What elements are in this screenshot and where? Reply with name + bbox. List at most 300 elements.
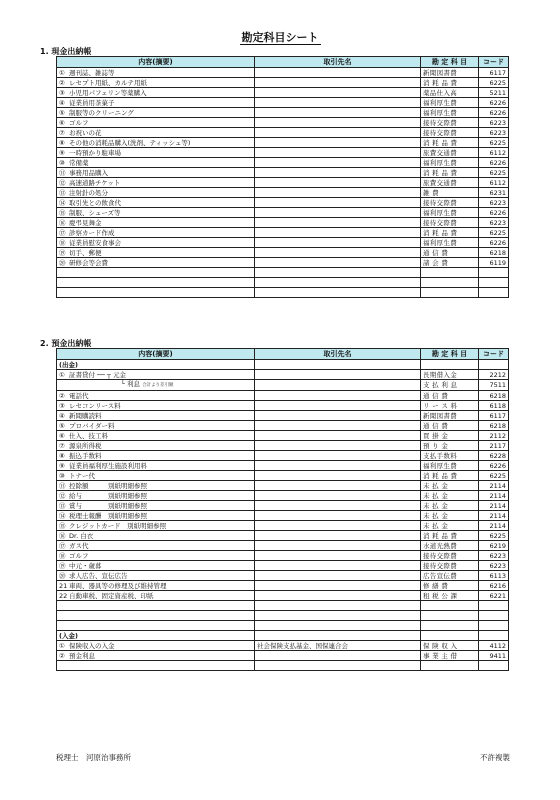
cell-content (57, 138, 255, 148)
cell-empty (57, 601, 255, 611)
row-content-text: Dr. 白衣 (69, 531, 94, 540)
cell-account: 支 払 利 息 (421, 380, 479, 391)
cell-empty (479, 611, 509, 621)
cell-account: 薬品仕入高 (421, 88, 479, 98)
row-number: ⑫ (59, 491, 66, 500)
cell-empty (421, 288, 479, 298)
row-content-text: 常備薬 (69, 158, 89, 167)
table-row (57, 248, 509, 258)
row-number: ⑮ (59, 208, 66, 217)
cell-empty (479, 621, 509, 631)
table-row (57, 198, 509, 208)
row-content-text: 一時預かり駐車場 (69, 148, 121, 157)
cell-content (57, 248, 255, 258)
cell-content (57, 391, 255, 401)
cell-account: 預 り 金 (421, 441, 479, 451)
row-content-text: 税理士報酬 別紙明細参照 (69, 511, 147, 520)
header-client: 取引先名 (255, 349, 421, 360)
table-row (57, 108, 509, 118)
cell-code: 6216 (479, 581, 509, 591)
header-content: 内容(摘要) (57, 57, 255, 68)
cell-code: 2114 (479, 481, 509, 491)
cell-client (255, 148, 421, 158)
row-number: ⑲ (59, 561, 66, 570)
cell-client (255, 218, 421, 228)
row-number: ⑥ (59, 118, 65, 127)
row-content-text: レセコンリース料 (69, 401, 121, 410)
table-row (57, 148, 509, 158)
blank-row (57, 611, 509, 621)
cell-code: 6226 (479, 98, 509, 108)
table-row (57, 380, 509, 391)
row-content-text: 従業員慰安食事会 (69, 238, 121, 247)
row-number: ③ (59, 88, 65, 97)
cell-empty (255, 360, 421, 370)
table-row (57, 370, 509, 380)
tree-connector: ── ┬ (95, 370, 113, 379)
table-row (57, 68, 509, 78)
cell-account: 新聞図書費 (421, 411, 479, 421)
cell-code: 6218 (479, 421, 509, 431)
table-row (57, 158, 509, 168)
row-number: ⑳ (59, 571, 66, 580)
table-row (57, 168, 509, 178)
cell-client (255, 380, 421, 391)
row-number: ④ (59, 411, 65, 420)
cell-code: 6228 (479, 451, 509, 461)
cell-empty (57, 288, 255, 298)
cell-content (57, 158, 255, 168)
tree-connector: └ (121, 380, 127, 388)
row-content-text: 週刊誌、雑誌等 (69, 68, 115, 77)
cell-empty (421, 601, 479, 611)
cell-empty (255, 278, 421, 288)
blank-row (57, 621, 509, 631)
cell-code: 2114 (479, 491, 509, 501)
cell-code: 6226 (479, 108, 509, 118)
row-number: ⑨ (59, 148, 65, 157)
row-content-text: 賞与 別紙明細参照 (69, 501, 147, 510)
table-row (57, 451, 509, 461)
cell-client (255, 138, 421, 148)
cell-content (57, 481, 255, 491)
cell-code: 2212 (479, 370, 509, 380)
bank-ledger-table (56, 348, 509, 671)
header-account: 勘 定 科 目 (421, 349, 479, 360)
table-row (57, 481, 509, 491)
cell-account: 消 耗 品 費 (421, 138, 479, 148)
cell-client (255, 561, 421, 571)
cell-account: 消 耗 品 費 (421, 228, 479, 238)
cell-client (255, 391, 421, 401)
row-number: ① (59, 370, 65, 379)
row-content-text: 源泉所得税 (69, 441, 102, 450)
section2-heading: 2. 預金出納帳 (40, 339, 92, 348)
row-number: ② (59, 651, 65, 660)
table-row (57, 651, 509, 661)
cell-client (255, 511, 421, 521)
cell-client (255, 370, 421, 380)
table-row (57, 571, 509, 581)
cell-client (255, 258, 421, 268)
cell-empty (255, 611, 421, 621)
cell-empty (421, 611, 479, 621)
cell-account: 福利厚生費 (421, 158, 479, 168)
row-content-text: 給与 別紙明細参照 (69, 491, 147, 500)
row-content-text: その他の消耗品購入(洗剤、ティッシュ等) (69, 138, 191, 147)
table-row (57, 178, 509, 188)
cell-code: 6117 (479, 411, 509, 421)
cell-code: 2114 (479, 501, 509, 511)
cell-content (57, 521, 255, 531)
cell-code: 2114 (479, 521, 509, 531)
table-row (57, 258, 509, 268)
cell-empty (479, 268, 509, 278)
blank-row (57, 288, 509, 298)
blank-row (57, 278, 509, 288)
cell-code: 6219 (479, 541, 509, 551)
cell-content (57, 258, 255, 268)
cell-client (255, 531, 421, 541)
loan-principal: 元金 (112, 370, 126, 379)
row-content-text: ゴルフ (69, 551, 89, 560)
cell-empty (479, 601, 509, 611)
row-content-text: 仕入、技工料 (69, 431, 108, 440)
cell-client (255, 198, 421, 208)
cell-content (57, 571, 255, 581)
cell-code: 6226 (479, 238, 509, 248)
row-content-text: プロバイダー料 (69, 421, 115, 430)
cell-client (255, 581, 421, 591)
cell-code: 6112 (479, 178, 509, 188)
table-row (57, 88, 509, 98)
row-content-text: 求人広告、宣伝広告 (69, 571, 128, 580)
cell-code: 6118 (479, 401, 509, 411)
cell-code: 5211 (479, 88, 509, 98)
cell-empty (57, 661, 255, 671)
cell-client: 社会保険支払基金、国保連合会 (255, 641, 421, 651)
row-content-text: 制服等のクリーニング (69, 108, 134, 117)
cell-content (57, 148, 255, 158)
cell-content (57, 511, 255, 521)
cell-client (255, 571, 421, 581)
cell-code: 6225 (479, 78, 509, 88)
cell-empty (421, 621, 479, 631)
table-row (57, 461, 509, 471)
cell-empty (479, 661, 509, 671)
cell-code: 7511 (479, 380, 509, 391)
cell-content (57, 491, 255, 501)
row-number: ⑪ (59, 481, 66, 490)
table-row (57, 98, 509, 108)
cell-client (255, 501, 421, 511)
cell-content (57, 78, 255, 88)
row-number: ⑤ (59, 421, 65, 430)
cell-client (255, 431, 421, 441)
cell-code: 6225 (479, 228, 509, 238)
row-content-text: 高速道路チケット (69, 178, 121, 187)
cell-content (57, 411, 255, 421)
table-row (57, 591, 509, 601)
cell-account: 福利厚生費 (421, 108, 479, 118)
row-number: ⑪ (59, 168, 66, 177)
cell-account: 通 信 費 (421, 421, 479, 431)
row-content-text: 制服、シューズ等 (69, 208, 121, 217)
cell-content (57, 88, 255, 98)
cell-empty (421, 268, 479, 278)
table-row (57, 471, 509, 481)
cell-code: 6223 (479, 198, 509, 208)
cell-code: 6112 (479, 148, 509, 158)
cell-content (57, 98, 255, 108)
cell-code: 4112 (479, 641, 509, 651)
cell-empty (479, 278, 509, 288)
row-content-text: 慶弔見舞金 (69, 218, 102, 227)
row-content-text: クレジットカード 別紙明細参照 (69, 521, 167, 530)
cell-account: 広告宣伝費 (421, 571, 479, 581)
cell-account: 雑 費 (421, 188, 479, 198)
header-code: コード (479, 349, 509, 360)
deposit-label-row (57, 631, 509, 641)
page-title: 勘定科目シート (241, 31, 319, 44)
row-number: ⑯ (59, 218, 66, 227)
cell-client (255, 118, 421, 128)
row-number: ⑦ (59, 441, 65, 450)
table-row (57, 541, 509, 551)
row-number: ⑱ (59, 238, 66, 247)
row-content-text: ガス代 (69, 541, 89, 550)
cell-empty (421, 661, 479, 671)
table-row (57, 228, 509, 238)
cell-content (57, 471, 255, 481)
cell-account: 接待交際費 (421, 128, 479, 138)
cell-account: 接待交際費 (421, 561, 479, 571)
cell-empty (57, 268, 255, 278)
cell-account: 事 業 主 借 (421, 651, 479, 661)
row-content-text: トナー代 (69, 471, 95, 480)
cell-code: 6225 (479, 138, 509, 148)
cell-code: 9411 (479, 651, 509, 661)
row-number: ⑧ (59, 451, 65, 460)
cell-content (57, 218, 255, 228)
row-number: ④ (59, 98, 65, 107)
cell-code: 6223 (479, 118, 509, 128)
loan-interest: 利息 (126, 380, 140, 388)
row-content-text: 小児用パフェリン等薬購入 (69, 88, 147, 97)
cell-account: 消 耗 品 費 (421, 168, 479, 178)
cell-account: 支払手数料 (421, 451, 479, 461)
cell-code: 6225 (479, 168, 509, 178)
row-number: ⑥ (59, 431, 65, 440)
row-content-text: 保険収入の入金 (69, 641, 115, 650)
row-content-text: 車両、器具等の修理及び維持管理 (69, 581, 167, 590)
cell-empty (255, 631, 421, 641)
cell-content (57, 531, 255, 541)
row-number: ⑰ (59, 228, 66, 237)
row-content-text: 預金利息 (69, 651, 95, 660)
cell-client (255, 451, 421, 461)
cell-empty (57, 621, 255, 631)
cell-content (57, 188, 255, 198)
table-row (57, 441, 509, 451)
row-number: ① (59, 641, 65, 650)
table-row (57, 551, 509, 561)
row-number: ⑲ (59, 248, 66, 257)
blank-row (57, 661, 509, 671)
cell-account: 福利厚生費 (421, 461, 479, 471)
cell-content (57, 501, 255, 511)
row-number: ⑩ (59, 158, 65, 167)
row-content-text: 中元・歳暮 (69, 561, 102, 570)
table-header-row (57, 349, 509, 360)
cell-code: 6223 (479, 551, 509, 561)
cell-client (255, 128, 421, 138)
row-content-text: 事務用品購入 (69, 168, 108, 177)
cell-content (57, 228, 255, 238)
cell-empty (255, 621, 421, 631)
footer-office: 税理士 河原治事務所 (56, 753, 131, 762)
row-number: ② (59, 78, 65, 87)
row-content-text: 研修会等会費 (69, 258, 108, 267)
cell-account: 租 税 公 課 (421, 591, 479, 601)
row-content-text: 従業員福利厚生施設利用料 (69, 461, 147, 470)
cell-content (57, 208, 255, 218)
withdrawal-label-row (57, 360, 509, 370)
cell-account: 保 険 収 入 (421, 641, 479, 651)
cell-client (255, 551, 421, 561)
cell-content (57, 128, 255, 138)
row-number: ③ (59, 401, 65, 410)
cell-content (57, 561, 255, 571)
cell-empty (57, 611, 255, 621)
cell-content (57, 541, 255, 551)
row-number: ⑰ (59, 541, 66, 550)
table-header-row (57, 57, 509, 68)
cell-account: リ ー ス 料 (421, 401, 479, 411)
cell-client (255, 168, 421, 178)
table-row (57, 218, 509, 228)
cell-account: 買 掛 金 (421, 431, 479, 441)
cell-account: 福利厚生費 (421, 208, 479, 218)
cell-content (57, 461, 255, 471)
table-row (57, 118, 509, 128)
blank-row (57, 268, 509, 278)
cell-empty (421, 631, 479, 641)
row-number: ① (59, 68, 65, 77)
cell-client (255, 401, 421, 411)
cell-code: 6226 (479, 158, 509, 168)
row-number: ② (59, 391, 65, 400)
table-row (57, 208, 509, 218)
cell-account: 新聞図書費 (421, 68, 479, 78)
table-row (57, 501, 509, 511)
loan-note: 合計より差引額 (142, 383, 174, 388)
cell-client (255, 88, 421, 98)
header-account: 勘 定 科 目 (421, 57, 479, 68)
cell-code: 6225 (479, 531, 509, 541)
cell-account: 長期借入金 (421, 370, 479, 380)
cell-empty (255, 661, 421, 671)
cell-empty (255, 288, 421, 298)
row-number: ⑬ (59, 501, 66, 510)
cell-code: 6223 (479, 218, 509, 228)
cell-client (255, 248, 421, 258)
cell-client (255, 108, 421, 118)
cell-code: 2114 (479, 511, 509, 521)
cash-ledger-table (56, 56, 509, 298)
cell-content (57, 118, 255, 128)
table-row (57, 78, 509, 88)
table-row (57, 391, 509, 401)
cell-account: 福利厚生費 (421, 98, 479, 108)
row-number: 21 (59, 581, 68, 590)
cell-client (255, 188, 421, 198)
cell-client (255, 421, 421, 431)
cell-empty (479, 288, 509, 298)
cell-content (57, 238, 255, 248)
cell-account: 未 払 金 (421, 481, 479, 491)
header-code: コード (479, 57, 509, 68)
cell-content (57, 651, 255, 661)
cell-code: 6221 (479, 591, 509, 601)
cell-code: 6225 (479, 471, 509, 481)
cell-account: 諸 会 費 (421, 258, 479, 268)
cell-content (57, 380, 255, 391)
table-row (57, 411, 509, 421)
cell-account: 旅費交通費 (421, 148, 479, 158)
cell-client (255, 78, 421, 88)
cell-content (57, 198, 255, 208)
cell-account: 水道光熱費 (421, 541, 479, 551)
table-row (57, 138, 509, 148)
cell-client (255, 471, 421, 481)
row-content-text: レセプト用紙、カルテ用紙 (69, 78, 147, 87)
cell-code: 6226 (479, 461, 509, 471)
row-content-text: 新聞購読料 (69, 411, 102, 420)
table-row (57, 581, 509, 591)
table-row (57, 531, 509, 541)
row-content-text: 振込手数料 (69, 451, 102, 460)
row-number: ⑬ (59, 188, 66, 197)
row-number: ⑱ (59, 551, 66, 560)
cell-content (57, 178, 255, 188)
cell-content (57, 581, 255, 591)
row-number: ⑧ (59, 138, 65, 147)
cell-account: 未 払 金 (421, 491, 479, 501)
cell-account: 旅費交通費 (421, 178, 479, 188)
row-content-text: ゴルフ (69, 118, 89, 127)
row-content-text: 自動車税、固定資産税、印紙 (69, 591, 154, 600)
cell-empty (421, 360, 479, 370)
table-row (57, 521, 509, 531)
cell-content (57, 108, 255, 118)
table-row (57, 401, 509, 411)
cell-empty (479, 360, 509, 370)
cell-content (57, 168, 255, 178)
cell-client (255, 411, 421, 421)
cell-account: 接待交際費 (421, 118, 479, 128)
group-label: (入金) (57, 631, 255, 641)
cell-code: 6223 (479, 128, 509, 138)
cell-account: 消 耗 品 費 (421, 471, 479, 481)
cell-code: 6113 (479, 571, 509, 581)
row-number: ⑭ (59, 198, 66, 207)
cell-account: 通 信 費 (421, 391, 479, 401)
cell-empty (57, 278, 255, 288)
cell-client (255, 441, 421, 451)
cell-client (255, 228, 421, 238)
cell-code: 6119 (479, 258, 509, 268)
